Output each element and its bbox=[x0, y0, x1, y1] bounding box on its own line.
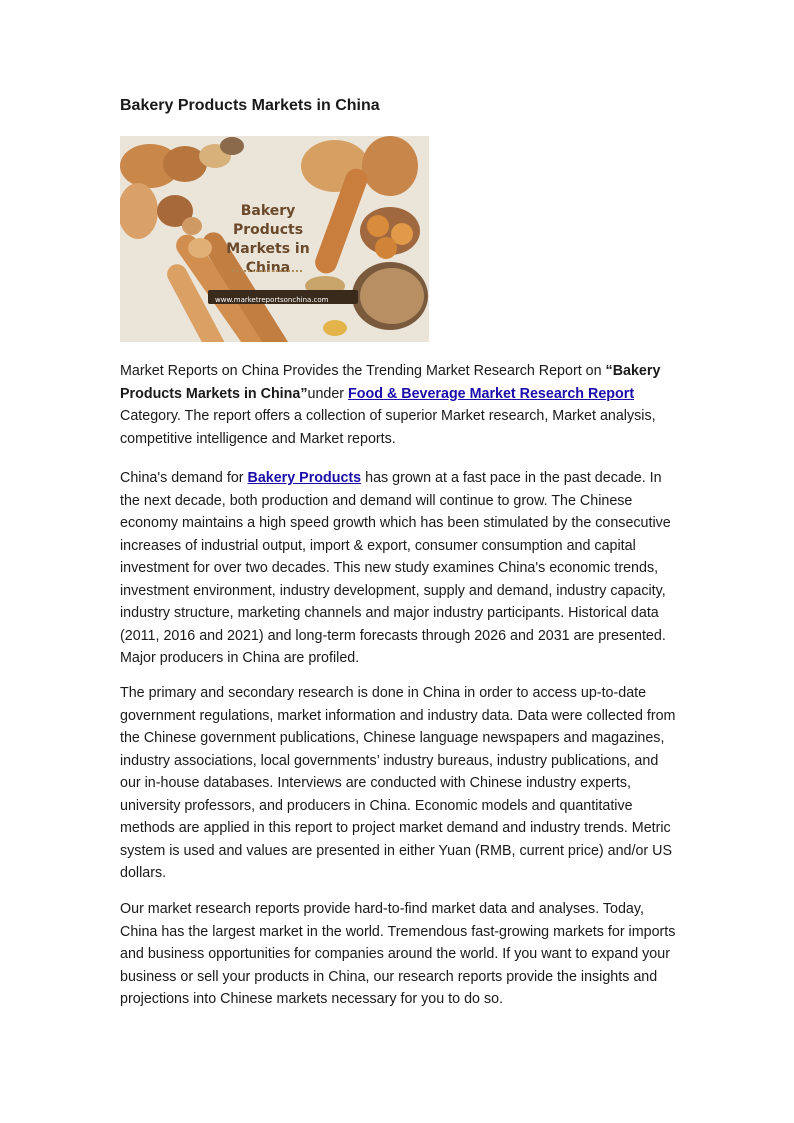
hero-heading-line1: Bakery Products bbox=[232, 203, 304, 238]
category-link[interactable]: Food & Beverage Market Research Report bbox=[348, 385, 635, 402]
research-paragraph: The primary and secondary research is done in China in order to access up-to-date government regulations, market information and industry data. Data were collected from the Chinese government publications, Chinese language newspapers and magazines, industry associations, local governments’ industry bureaus, industry publications, and our in-house databases. Interviews are conducted with Chinese industry experts, university professors, and producers in China. Economic models and quantitative methods are applied in this report to project market demand and industry trends. Metric system is used and values are presented in either Yuan (RMB, current price) and/or US dollars. bbox=[120, 685, 676, 881]
demand-rest-text: has grown at a fast pace in the past decade. In the next decade, both production and demand will continue to grow. The Chinese economy maintains a high speed growth which has been stimulated by the consecutive increases of industrial output, import & export, consumer consumption and capital investment for over two decades. This new study examines China's economic trends, investment environment, industry development, supply and demand, industry capacity, industry structure, marketing channels and major industry participants. Historical data (2011, 2016 and 2021) and long-term forecasts through 2026 and 2031 are presented. Major producers in China are profiled. bbox=[120, 470, 671, 666]
hero-heading-line2: Markets in bbox=[226, 241, 310, 257]
hero-url: www.marketreportsonchina.com bbox=[215, 296, 329, 304]
report-title-quote: “Bakery Products Markets in China” bbox=[120, 363, 661, 402]
hero-heading-line3: China bbox=[245, 260, 291, 276]
hero-divider bbox=[232, 270, 302, 272]
under-text: under bbox=[307, 385, 349, 402]
intro-paragraph bbox=[120, 360, 680, 450]
closing-paragraph: Our market research reports provide hard-to-find market data and analyses. Today, China has the largest market in the world. Tremendous fast-growing markets for imports and business opportunities for companies around the world. If you want to expand your business or sell your products in China, our research reports provide the insights and projections into Chinese markets necessary for you to do so. bbox=[120, 901, 676, 1007]
hero-heading bbox=[204, 202, 332, 278]
demand-paragraph bbox=[120, 467, 680, 670]
page-title: Bakery Products Markets in China bbox=[120, 97, 380, 114]
intro-rest-text: Category. The report offers a collection of superior Market research, Market analysis, competitive intelligence and Market reports. bbox=[120, 408, 656, 447]
bakery-products-link[interactable]: Bakery Products bbox=[247, 470, 362, 486]
hero-image bbox=[120, 136, 429, 342]
demand-start-text: China's demand for bbox=[120, 470, 248, 486]
intro-text: Market Reports on China Provides the Trending Market Research Report on bbox=[120, 363, 606, 379]
